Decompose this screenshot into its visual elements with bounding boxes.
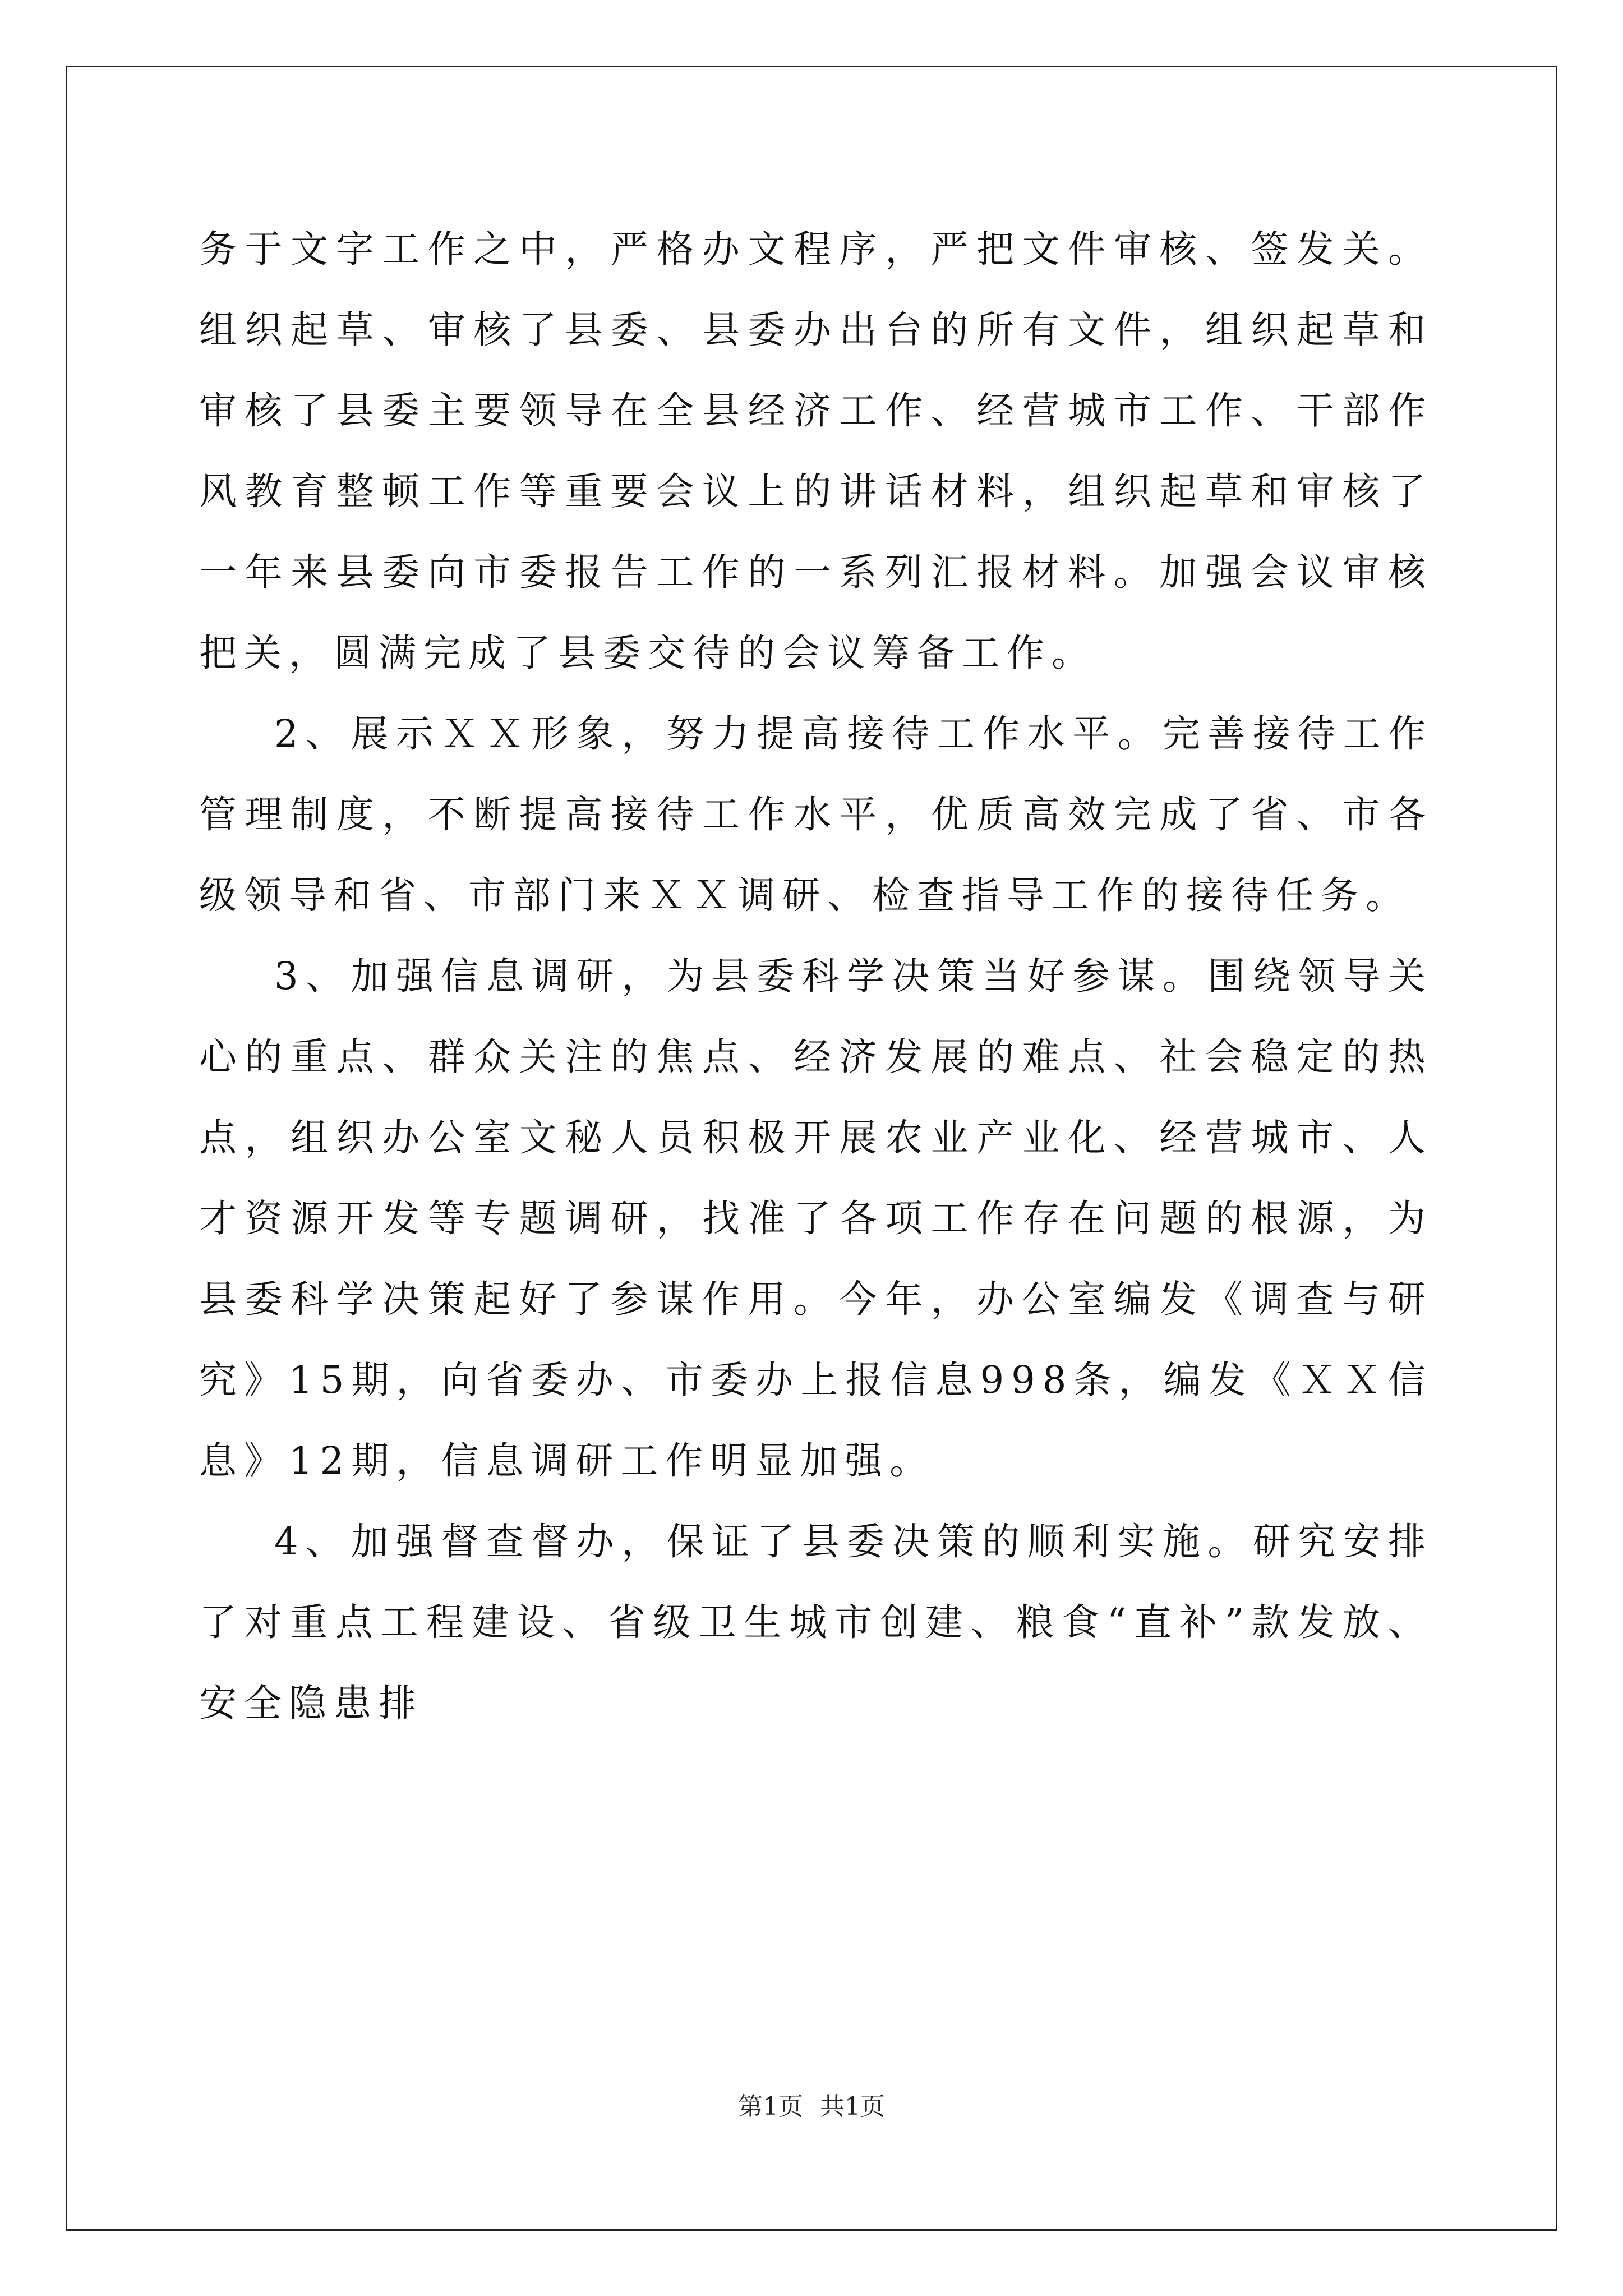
paragraph-1: 务于文字工作之中，严格办文程序，严把文件审核、签发关。组织起草、审核了县委、县委办出台的所有文件，组织起草和审核了县委主要领导在全县经济工作、经营城市工作、干部作风教育整顿工作等重要会议上的讲话材料，组织起草和审核了一年来县委向市委报告工作的一系列汇报材料。加强会议审核把关，圆满完成了县委交待的会议筹备工作。 xyxy=(199,227,1433,675)
page-footer xyxy=(0,2090,1623,2124)
paragraph-2: 2、展示ＸＸ形象，努力提高接待工作水平。完善接待工作管理制度，不断提高接待工作水平，优质高效完成了省、市各级领导和省、市部门来ＸＸ调研、检查指导工作的接待任务。 xyxy=(199,712,1433,917)
document-body xyxy=(199,209,1433,1743)
page-number: 第1页 xyxy=(738,2092,803,2121)
paragraph-4: 4、加强督查督办，保证了县委决策的顺利实施。研究安排了对重点工程建设、省级卫生城市创建、粮食“直补”款发放、安全隐患排 xyxy=(199,1520,1433,1725)
paragraph-3: 3、加强信息调研，为县委科学决策当好参谋。围绕领导关心的重点、群众关注的焦点、经济发展的难点、社会稳定的热点，组织办公室文秘人员积极开展农业产业化、经营城市、人才资源开发等专题调研，找准了各项工作存在问题的根源，为县委科学决策起好了参谋作用。今年，办公室编发《调查与研究》15期，向省委办、市委办上报信息998条，编发《ＸＸ信息》12期，信息调研工作明显加强。 xyxy=(199,954,1433,1483)
page-total: 共1页 xyxy=(820,2092,885,2121)
